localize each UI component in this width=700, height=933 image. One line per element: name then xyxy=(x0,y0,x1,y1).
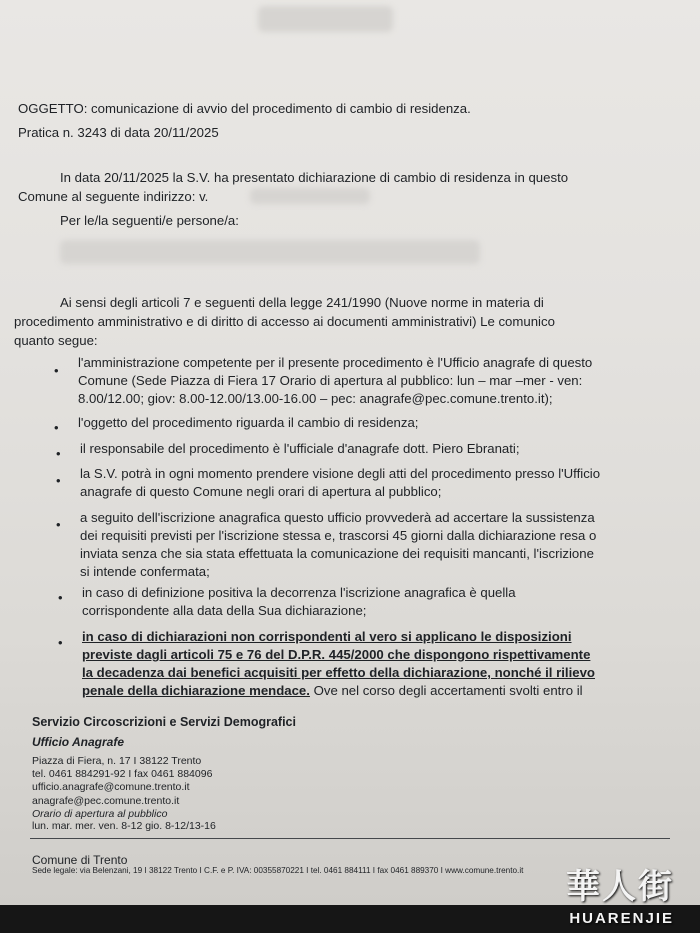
bullet-1: • xyxy=(54,363,59,378)
bullet-3-line-1: il responsabile del procedimento è l'ufficiale d'anagrafe dott. Piero Ebranati; xyxy=(80,441,520,456)
footer-service: Servizio Circoscrizioni e Servizi Demografici xyxy=(32,715,296,729)
bullet-2: • xyxy=(54,420,59,435)
footer-hours-label: Orario di apertura al pubblico xyxy=(32,808,168,820)
bullet-7: • xyxy=(58,635,63,650)
bullet-6-line-2: corrispondente alla data della Sua dichiarazione; xyxy=(82,603,367,618)
bullet-1-line-3: 8.00/12.00; giov: 8.00-12.00/13.00-16.00 – pec: anagrafe@pec.comune.trento.it); xyxy=(78,391,553,406)
redacted-header xyxy=(258,6,393,32)
law-line-2: procedimento amministrativo e di diritto di accesso ai documenti amministrativi) Le comunico xyxy=(14,314,555,329)
footer-legal-line: Sede legale: via Belenzani, 19 I 38122 Trento I C.F. e P. IVA: 00355870221 I tel. 0461 884111 I fax 0461 889370 I www.comune.trento.it xyxy=(32,866,524,875)
watermark-latin: HUARENJIE xyxy=(569,910,674,927)
bullet-5-line-4: si intende confermata; xyxy=(80,564,210,579)
watermark xyxy=(536,859,686,927)
bullet-3: • xyxy=(56,446,61,461)
law-line-3: quanto segue: xyxy=(14,333,98,348)
redacted-persons xyxy=(60,240,480,264)
bullet-6: • xyxy=(58,590,63,605)
bullet-7-line-4 xyxy=(82,683,583,699)
bullet-6-line-1: in caso di definizione positiva la decorrenza l'iscrizione anagrafica è quella xyxy=(82,585,516,600)
bullet-4-line-2: anagrafe di questo Comune negli orari di apertura al pubblico; xyxy=(80,484,442,499)
footer-phones: tel. 0461 884291-92 I fax 0461 884096 xyxy=(32,768,213,780)
bullet-4: • xyxy=(56,473,61,488)
law-line-1: Ai sensi degli articoli 7 e seguenti della legge 241/1990 (Nuove norme in materia di xyxy=(60,295,544,310)
bullet-7-line-1: in caso di dichiarazioni non corrispondenti al vero si applicano le disposizioni xyxy=(82,629,572,644)
redacted-address xyxy=(250,188,370,204)
bullet-1-line-2: Comune (Sede Piazza di Fiera 17 Orario di apertura al pubblico: lun – mar –mer - ven: xyxy=(78,373,583,388)
bullet-7-line-4-rest: Ove nel corso degli accertamenti svolti entro il xyxy=(309,683,583,698)
watermark-chinese: 華人街 xyxy=(566,867,674,907)
footer-email[interactable]: ufficio.anagrafe@comune.trento.it xyxy=(32,781,190,793)
footer-divider xyxy=(30,838,670,839)
bullet-5-line-3: inviata senza che sia stata effettuata la comunicazione dei requisiti mancanti, l'iscrizione xyxy=(80,546,594,561)
bullet-7-line-3: la decadenza dai benefici acquisiti per effetto della dichiarazione, nonché il rilievo xyxy=(82,665,595,680)
footer-hours: lun. mar. mer. ven. 8-12 gio. 8-12/13-16 xyxy=(32,820,216,832)
bullet-5-line-1: a seguito dell'iscrizione anagrafica questo ufficio provvederà ad accertare la sussistenza xyxy=(80,510,595,525)
practice-number: Pratica n. 3243 di data 20/11/2025 xyxy=(18,125,219,140)
bullet-1-line-1: l'amministrazione competente per il presente procedimento è l'Ufficio anagrafe di questo xyxy=(78,355,593,370)
subject-line: OGGETTO: comunicazione di avvio del procedimento di cambio di residenza. xyxy=(18,101,471,116)
bullet-7-line-4-bold: penale della dichiarazione mendace. xyxy=(82,683,310,698)
bullet-5: • xyxy=(56,517,61,532)
footer-address: Piazza di Fiera, n. 17 I 38122 Trento xyxy=(32,755,202,767)
intro-line-1: In data 20/11/2025 la S.V. ha presentato dichiarazione di cambio di residenza in questo xyxy=(60,170,569,185)
footer-pec[interactable]: anagrafe@pec.comune.trento.it xyxy=(32,795,180,807)
footer-city: Comune di Trento xyxy=(32,853,128,867)
footer-office: Ufficio Anagrafe xyxy=(32,735,125,749)
bullet-2-line-1: l'oggetto del procedimento riguarda il cambio di residenza; xyxy=(78,415,419,430)
intro-line-2: Comune al seguente indirizzo: v. xyxy=(18,189,209,204)
bullet-7-line-2: previste dagli articoli 75 e 76 del D.P.R. 445/2000 che dispongono rispettivamente xyxy=(82,647,591,662)
persons-label: Per le/la seguenti/e persone/a: xyxy=(60,213,239,228)
bullet-5-line-2: dei requisiti previsti per l'iscrizione stessa e, trascorsi 45 giorni dalla dichiarazione resa o xyxy=(80,528,597,543)
bullet-4-line-1: la S.V. potrà in ogni momento prendere visione degli atti del procedimento presso l'Ufficio xyxy=(80,466,601,481)
